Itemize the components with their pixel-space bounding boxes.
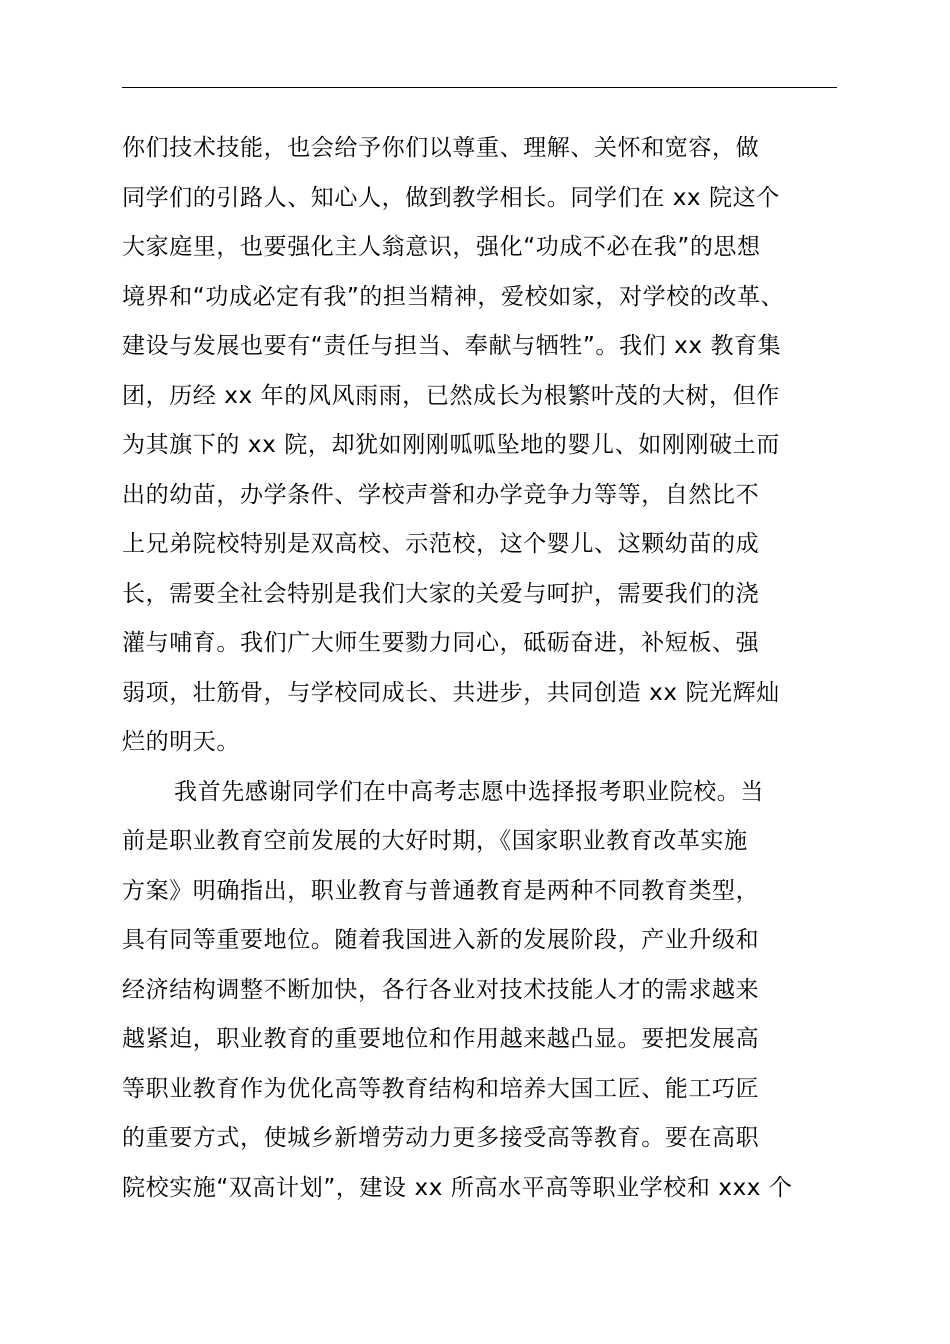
text-line: 院校实施“双高计划”，建设 xx 所高水平高等职业学校和 xxx 个 [122,1174,793,1201]
text-line: 灌与哺育。我们广大师生要勠力同心，砥砺奋进，补短板、强 [122,630,760,656]
text-line: 建设与发展也要有“责任与担当、奉献与牺牲”。我们 xx 教育集 [122,333,782,359]
text-line: 越紧迫，职业教育的重要地位和作用越来越凸显。要把发展高 [122,1026,760,1052]
text-line-first-indented: 我首先感谢同学们在中高考志愿中选择报考职业院校。当 [174,778,764,805]
text-line: 大家庭里，也要强化主人翁意识，强化“功成不必在我”的思想 [122,234,761,260]
text-line: 方案》明确指出，职业教育与普通教育是两种不同教育类型， [122,877,760,904]
text-line: 长，需要全社会特别是我们大家的关爱与呵护，需要我们的浇 [122,580,760,607]
text-line: 的重要方式，使城乡新增劳动力更多接受高等教育。要在高职 [122,1125,760,1151]
text-line: 境界和“功成必定有我”的担当精神，爱校如家，对学校的改革、 [122,283,785,310]
text-line: 团，历经 xx 年的风风雨雨，已然成长为根繁叶茂的大树，但作 [122,382,780,409]
text-line: 等职业教育作为优化高等教育结构和培养大国工匠、能工巧匠 [122,1075,760,1102]
text-line: 为其旗下的 xx 院，却犹如刚刚呱呱坠地的婴儿、如刚刚破土而 [122,432,780,458]
document-body [122,124,842,1213]
text-line: 烂的明天。 [122,729,240,755]
paragraph-1 [122,124,842,768]
text-line: 上兄弟院校特别是双高校、示范校，这个婴儿、这颗幼苗的成 [122,531,760,557]
text-line: 你们技术技能，也会给予你们以尊重、理解、关怀和宽容，做 [122,135,760,161]
text-line: 前是职业教育空前发展的大好时期，《国家职业教育改革实施 [122,828,748,854]
text-line: 具有同等重要地位。随着我国进入新的发展阶段，产业升级和 [122,927,760,953]
header-rule [122,87,837,88]
text-line: 弱项，壮筋骨，与学校同成长、共进步，共同创造 xx 院光辉灿 [122,679,780,706]
text-line: 出的幼苗，办学条件、学校声誉和办学竞争力等等，自然比不 [122,481,760,508]
paragraph-2 [122,768,842,1214]
text-line: 同学们的引路人、知心人，做到教学相长。同学们在 xx 院这个 [122,184,780,211]
text-line: 经济结构调整不断加快，各行各业对技术技能人才的需求越来 [122,976,760,1003]
